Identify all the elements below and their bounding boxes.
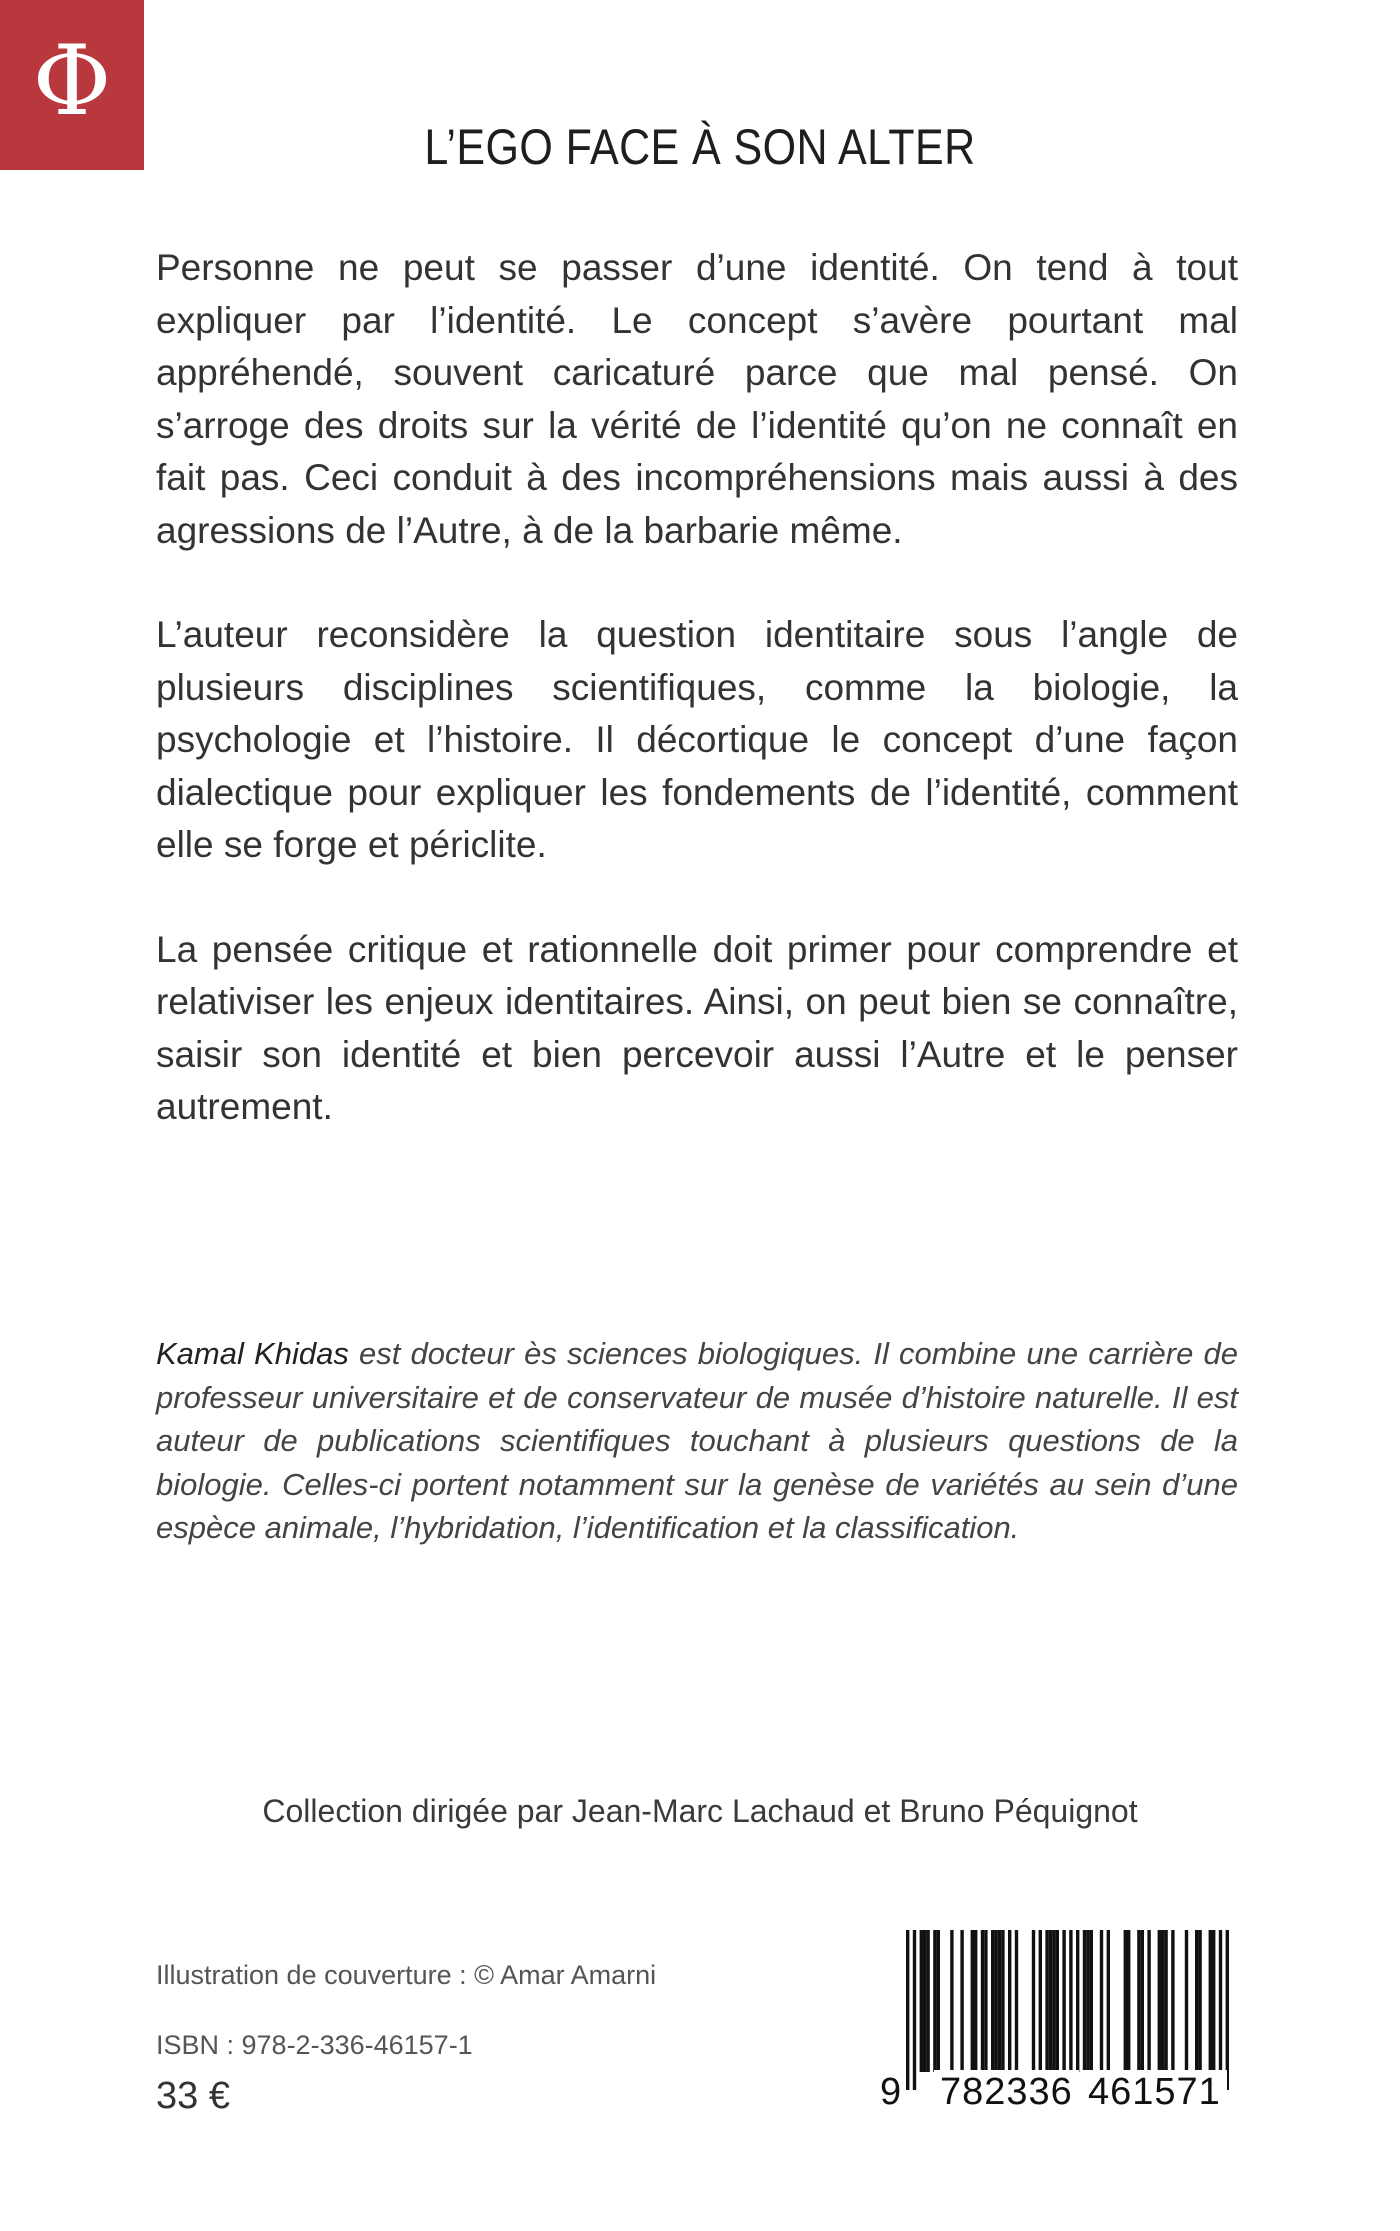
collection-credit: Collection dirigée par Jean-Marc Lachaud et Bruno Péquignot [262,1793,1138,1829]
barcode-bar [1001,1930,1004,2072]
barcode-left-digits: 782336 [934,2070,1079,2114]
price: 33 € [156,2075,230,2117]
barcode-bar [1062,1930,1065,2090]
barcode-bar [1052,1930,1055,2072]
barcode-bar [1100,1930,1103,2072]
isbn: ISBN : 978-2-336-46157-1 [156,2030,473,2060]
illustration-credit: Illustration de couverture : © Amar Amarni [156,1960,657,1990]
barcode-bar [1226,1930,1229,2090]
barcode-bar [1086,1930,1089,2072]
barcode-bar [1039,1930,1042,2072]
barcode-bar [1107,1930,1110,2072]
author-bio-text: est docteur ès sciences biologiques. Il combine une carrière de professeur universitaire et de conservateur de musée d’histoire naturelle. Il est auteur de publications scientifiques touchant à plusieurs questions de la biologie. Celles-ci portent notamment sur la genèse de variétés au sein d’une espèce animale, l’hybridation, l’identification et la classification. [156,1336,1238,1545]
barcode-bar [1185,1930,1188,2072]
barcode-bar [1076,1930,1079,2072]
barcode-first-digit: 9 [880,2070,906,2114]
book-title: L’EGO FACE À SON ALTER [424,119,976,175]
barcode-bar [1137,1930,1140,2072]
barcode-bar [960,1930,963,2072]
barcode-bar [1045,1930,1048,2072]
blurb-paragraph-3: La pensée critique et rationnelle doit primer pour comprendre et relativiser les enjeux identitaires. Ainsi, on peut bien se connaître, saisir son identité et bien percevoir aussi l’Autre et le penser autrement. [156,928,1238,1127]
barcode-bar [1164,1930,1167,2072]
barcode-bar [1124,1930,1127,2072]
author-name: Kamal Khidas [156,1336,349,1371]
phi-logo-icon: Φ [32,25,112,137]
barcode-bar [1219,1930,1222,2090]
barcode-bar [1147,1930,1150,2072]
barcode-bar [906,1930,909,2090]
barcode-bar [1015,1930,1018,2072]
blurb-paragraph-2: L’auteur reconsidère la question identitaire sous l’angle de plusieurs disciplines scientifiques, comme la biologie, la psychologie et l’histoire. Il décortique le concept d’une façon dialectique pour expliquer les fondements de l’identité, comment elle se forge et périclite. [156,614,1238,865]
barcode-bar [971,1930,974,2072]
barcode-bar [1069,1930,1072,2090]
blurb [156,242,1238,1186]
barcode-bar [998,1930,1001,2072]
blurb-paragraph-1: Personne ne peut se passer d’une identité. On tend à tout expliquer par l’identité. Le concept s’avère pourtant mal appréhendé, souvent caricaturé parce que mal pensé. On s’arroge des droits sur la vérité de l’identité qu’on ne connaît en fait pas. Ceci conduit à des incompréhensions mais aussi à des agressions de l’Autre, à de la barbarie même. [156,247,1238,551]
barcode-bar [1090,1930,1093,2072]
barcode-bar [1212,1930,1215,2072]
barcode-bar [974,1930,977,2072]
barcode-bar [1141,1930,1144,2072]
barcode [880,1930,1240,2115]
barcode-bar [1083,1930,1086,2072]
barcode-bar [984,1930,987,2072]
barcode-bar [1161,1930,1164,2072]
barcode-bar [1032,1930,1035,2072]
barcode-right-digits: 461571 [1082,2070,1227,2114]
barcode-bar [1056,1930,1059,2072]
barcode-bar [981,1930,984,2072]
barcode-bar [1209,1930,1212,2072]
barcode-bar [1195,1930,1198,2072]
barcode-bar [926,1930,929,2072]
barcode-bars [880,1930,1240,2090]
barcode-bar [923,1930,926,2072]
barcode-bar [1198,1930,1201,2072]
barcode-bar [1008,1930,1011,2072]
barcode-bar [920,1930,923,2072]
barcode-bar [991,1930,994,2072]
author-bio [156,1332,1238,1550]
barcode-bar [913,1930,916,2090]
barcode-bar [1127,1930,1130,2072]
barcode-bar [937,1930,940,2072]
barcode-bar [1171,1930,1174,2072]
barcode-bar [950,1930,953,2072]
barcode-bar [994,1930,997,2072]
barcode-bar [1158,1930,1161,2072]
barcode-bar [933,1930,936,2072]
barcode-bar [1049,1930,1052,2072]
